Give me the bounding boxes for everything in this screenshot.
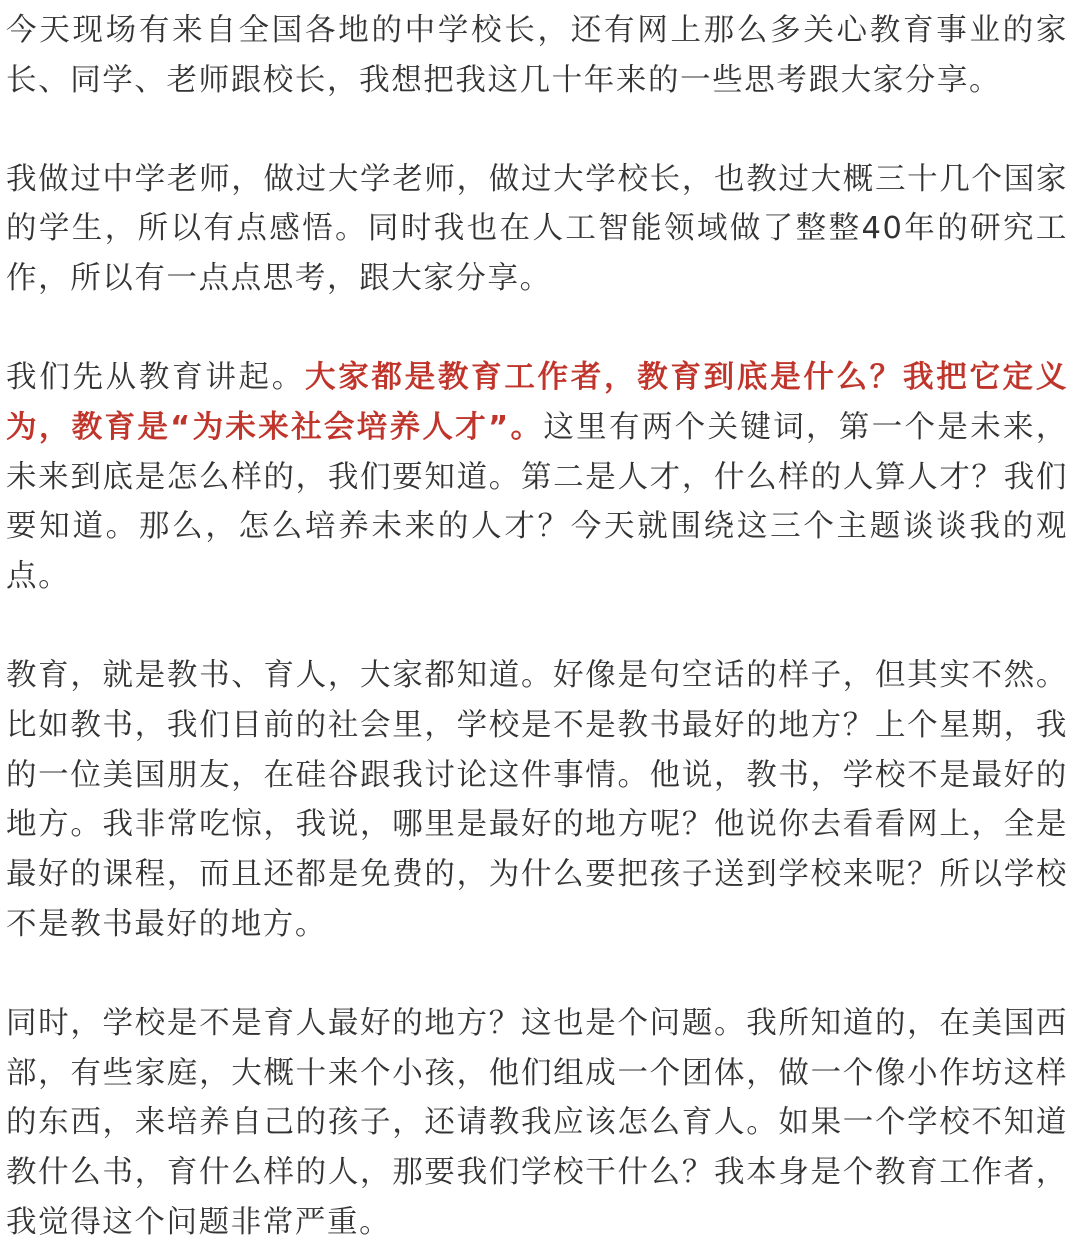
- paragraph-5: [6, 999, 1068, 1248]
- paragraph-text: 我做过中学老师，做过大学老师，做过大学校长，也教过大概三十几个国家的学生，所以有点感悟。同时我也在人工智能领域做了整整40年的研究工作，所以有一点点思考，跟大家分享。: [6, 161, 1068, 297]
- paragraph-1: [6, 6, 1068, 106]
- paragraph-text: 这里有两个关键词，第一个是未来，未来到底是怎么样的，我们要知道。第二是人才，什么样的人算人才？我们要知道。那么，怎么培养未来的人才？今天就围绕这三个主题谈谈我的观点。: [6, 409, 1068, 595]
- paragraph-text: 教育，就是教书、育人，大家都知道。好像是句空话的样子，但其实不然。比如教书，我们目前的社会里，学校是不是教书最好的地方？上个星期，我的一位美国朋友，在硅谷跟我讨论这件事情。他说，教书，学校不是最好的地方。我非常吃惊，我说，哪里是最好的地方呢？他说你去看看网上，全是最好的课程，而且还都是免费的，为什么要把孩子送到学校来呢？所以学校不是教书最好的地方。: [6, 657, 1068, 942]
- paragraph-3: [6, 353, 1068, 602]
- paragraph-2: [6, 155, 1068, 304]
- paragraph-4: [6, 651, 1068, 950]
- highlighted-definition: 大家都是教育工作者，教育到底是什么？我把它定义为，教育是“为未来社会培养人才”。: [6, 359, 1068, 445]
- paragraph-text: 今天现场有来自全国各地的中学校长，还有网上那么多关心教育事业的家长、同学、老师跟校长，我想把我这几十年来的一些思考跟大家分享。: [6, 13, 1068, 98]
- paragraph-text: 同时，学校是不是育人最好的地方？这也是个问题。我所知道的，在美国西部，有些家庭，大概十来个小孩，他们组成一个团体，做一个像小作坊这样的东西，来培养自己的孩子，还请教我应该怎么育人。如果一个学校不知道教什么书，育什么样的人，那要我们学校干什么？我本身是个教育工作者，我觉得这个问题非常严重。: [6, 1005, 1068, 1240]
- paragraph-text: 我们先从教育讲起。: [6, 359, 305, 395]
- article-body: [6, 6, 1068, 1248]
